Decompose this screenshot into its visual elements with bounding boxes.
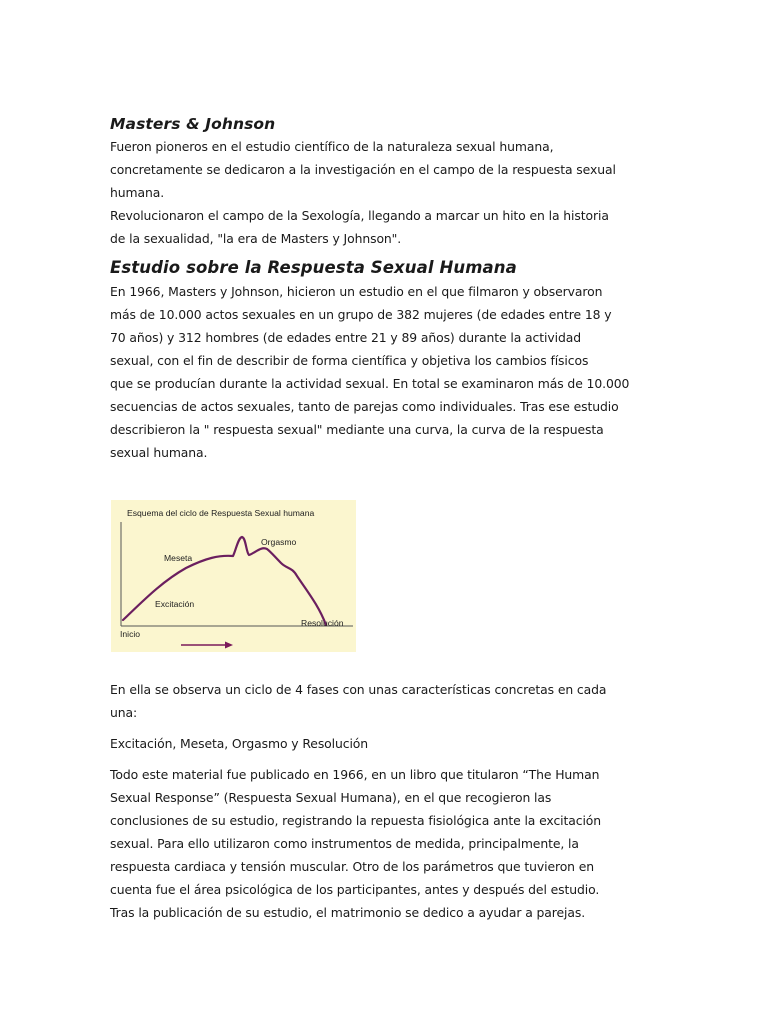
time-arrow-head [225,642,233,649]
label-resolucion: Resolución [301,618,344,628]
response-cycle-diagram [111,500,356,652]
section-title-study: Estudio sobre la Respuesta Sexual Humana [110,258,517,277]
intro-paragraph: Fueron pioneros en el estudio científico de la naturaleza sexual humana, concretamente se dedicaron a la investigación en el campo de la respuesta sexual humana. [110,139,616,200]
revolution-paragraph: Revolucionaron el campo de la Sexología, llegando a marcar un hito en la historia de la sexualidad, "la era de Masters y Johnson". [110,208,609,246]
figure-title: Esquema del ciclo de Respuesta Sexual humana [127,508,315,518]
section-title-masters-johnson: Masters & Johnson [110,115,276,133]
phases-intro-paragraph: En ella se observa un ciclo de 4 fases con unas características concretas en cada una: [110,682,607,720]
phases-list: Excitación, Meseta, Orgasmo y Resolución [110,736,369,751]
publication-paragraph: Todo este material fue publicado en 1966, en un libro que titularon “The Human Sexual Response” (Respuesta Sexual Humana), en el que recogieron las conclusiones de su estudio, registrando la repuesta fisiológica ante la excitación sexual. Para ello utilizaron como instrumentos de medida, principalmente, la respuesta cardiaca y tensión muscular. Otro de los parámetros que tuvieron en cuenta fue el área psicológica de los participantes, antes y después del estudio. Tras la publicación de su estudio, el matrimonio se dedico a ayudar a parejas. [110,767,602,920]
study-paragraph: En 1966, Masters y Johnson, hicieron un estudio en el que filmaron y observaron más de 10.000 actos sexuales en un grupo de 382 mujeres (de edades entre 18 y 70 años) y 312 hombres (de edades entre 21 y 89 años) durante la actividad sexual, con el fin de describir de forma científica y objetiva los cambios físicos que se producían durante la actividad sexual. En total se examinaron más de 10.000 secuencias de actos sexuales, tanto de parejas como individuales. Tras ese estudio describieron la " respuesta sexual" mediante una curva, la curva de la respuesta sexual humana. [110,284,630,460]
label-inicio: Inicio [120,629,141,639]
response-cycle-figure [111,500,356,652]
label-excitacion: Excitación [155,599,195,609]
label-meseta: Meseta [164,553,193,563]
response-curve [123,537,326,625]
document-content [110,113,670,924]
label-orgasmo: Orgasmo [261,537,297,547]
